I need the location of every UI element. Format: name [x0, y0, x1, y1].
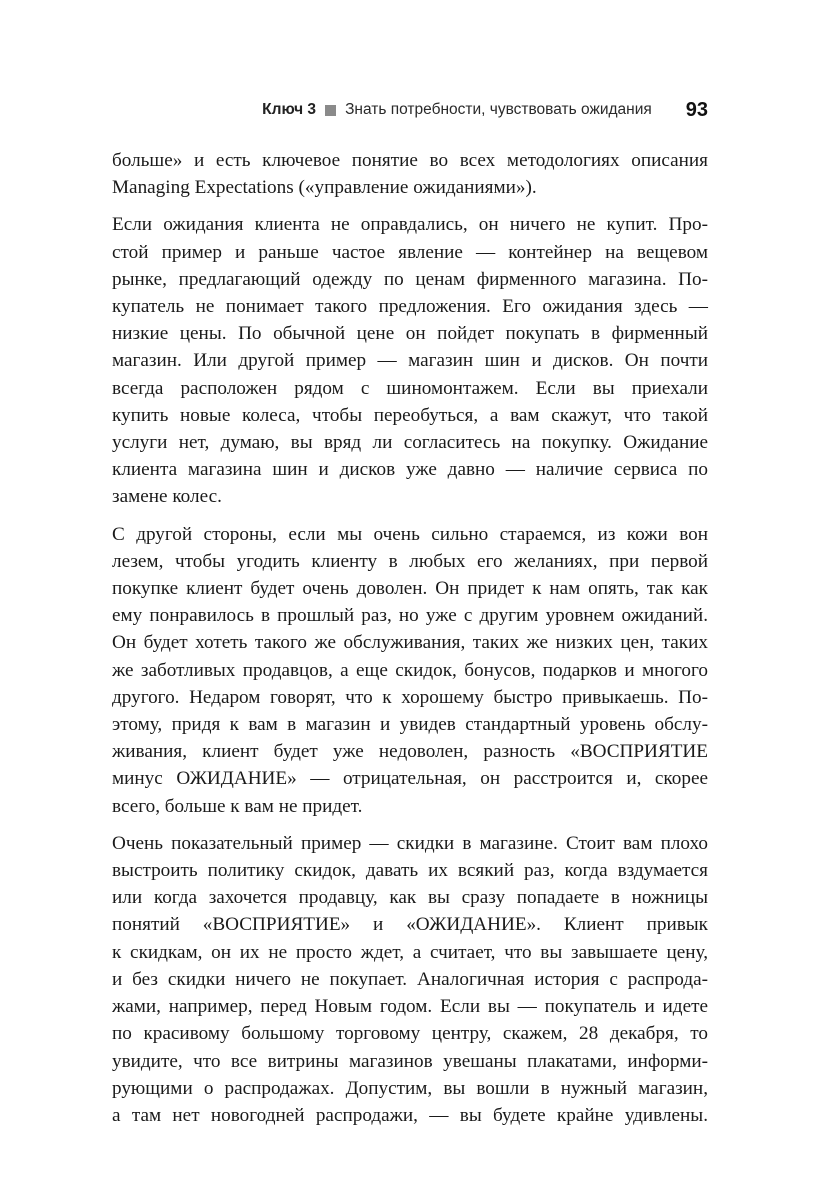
- text-line: стой пример и раньше частое явление — контейнер на вещевом: [112, 241, 708, 263]
- running-header: [112, 96, 708, 124]
- text-line: выстроить политику скидок, давать их всякий раз, когда вздумается: [112, 860, 708, 882]
- text-line: другого. Недаром говорят, что к хорошему быстро привыкаешь. По-: [112, 686, 708, 708]
- text-line: минус ОЖИДАНИЕ» — отрицательная, он расстроится и, скорее: [112, 768, 708, 790]
- text-line: рынке, предлагающий одежду по ценам фирменного магазина. По-: [112, 268, 708, 290]
- text-line: всегда расположен рядом с шиномонтажем. Если вы приехали: [112, 377, 708, 399]
- text-line: магазин. Или другой пример — магазин шин и дисков. Он почти: [112, 350, 708, 372]
- paragraph: [112, 211, 708, 510]
- text-line: С другой стороны, если мы очень сильно стараемся, из кожи вон: [112, 523, 708, 545]
- text-line: Очень показательный пример — скидки в магазине. Стоит вам плохо: [112, 832, 708, 854]
- text-line: жами, например, перед Новым годом. Если вы — покупатель и идете: [112, 996, 708, 1018]
- text-line: купатель не понимает такого предложения. Его ожидания здесь —: [112, 296, 708, 318]
- text-line: же заботливых продавцов, а еще скидок, бонусов, подарков и многого: [112, 659, 708, 681]
- chapter-title: Знать потребности, чувствовать ожидания: [345, 101, 652, 118]
- paragraph: [112, 521, 708, 820]
- text-line: увидите, что все витрины магазинов увешаны плакатами, информи-: [112, 1050, 708, 1072]
- text-line: понятий «ВОСПРИЯТИЕ» и «ОЖИДАНИЕ». Клиент привык: [112, 914, 708, 936]
- text-line: к скидкам, он их не просто ждет, а считает, что вы завышаете цену,: [112, 941, 708, 963]
- text-line: покупке клиент будет очень доволен. Он придет к нам опять, так как: [112, 578, 708, 600]
- paragraph: [112, 830, 708, 1129]
- text-line: клиента магазина шин и дисков уже давно — наличие сервиса по: [112, 459, 708, 481]
- text-line: лезем, чтобы угодить клиенту в любых его желаниях, при первой: [112, 550, 708, 572]
- text-line: и без скидки ничего не покупает. Аналогичная история с распрода-: [112, 968, 708, 990]
- text-line: этому, придя к вам в магазин и увидев стандартный уровень обслу-: [112, 714, 708, 736]
- text-line: или когда захочется продавцу, как вы сразу попадаете в ножницы: [112, 887, 708, 909]
- text-line: всего, больше к вам не придет.: [112, 795, 363, 817]
- text-line: Он будет хотеть такого же обслуживания, таких же низких цен, таких: [112, 632, 708, 654]
- text-line: Managing Expectations («управление ожиданиями»).: [112, 177, 537, 199]
- text-line: живания, клиент будет уже недоволен, разность «ВОСПРИЯТИЕ: [112, 741, 708, 763]
- text-line: замене колес.: [112, 486, 222, 508]
- text-line: услуги нет, думаю, вы вряд ли согласитесь на покупку. Ожидание: [112, 432, 708, 454]
- page-number: 93: [685, 98, 708, 121]
- text-line: купить новые колеса, чтобы переобуться, а вам скажут, что такой: [112, 404, 708, 426]
- text-line: по красивому большому торговому центру, скажем, 28 декабря, то: [112, 1023, 708, 1045]
- text-line: а там нет новогодней распродажи, — вы будете крайне удивлены.: [112, 1104, 708, 1126]
- text-line: Если ожидания клиента не оправдались, он ничего не купит. Про-: [112, 214, 708, 236]
- text-line: больше» и есть ключевое понятие во всех методологиях описания: [112, 150, 708, 171]
- text-line: рующими о распродажах. Допустим, вы вошли в нужный магазин,: [112, 1077, 708, 1099]
- body-text: [112, 147, 708, 1139]
- text-line: низкие цены. По обычной цене он пойдет покупать в фирменный: [112, 323, 708, 345]
- chapter-label: Ключ 3: [262, 101, 317, 118]
- paragraph: [112, 147, 708, 201]
- text-line: ему понравилось в прошлый раз, но уже с другим уровнем ожиданий.: [112, 605, 708, 627]
- separator-square-icon: [325, 105, 336, 116]
